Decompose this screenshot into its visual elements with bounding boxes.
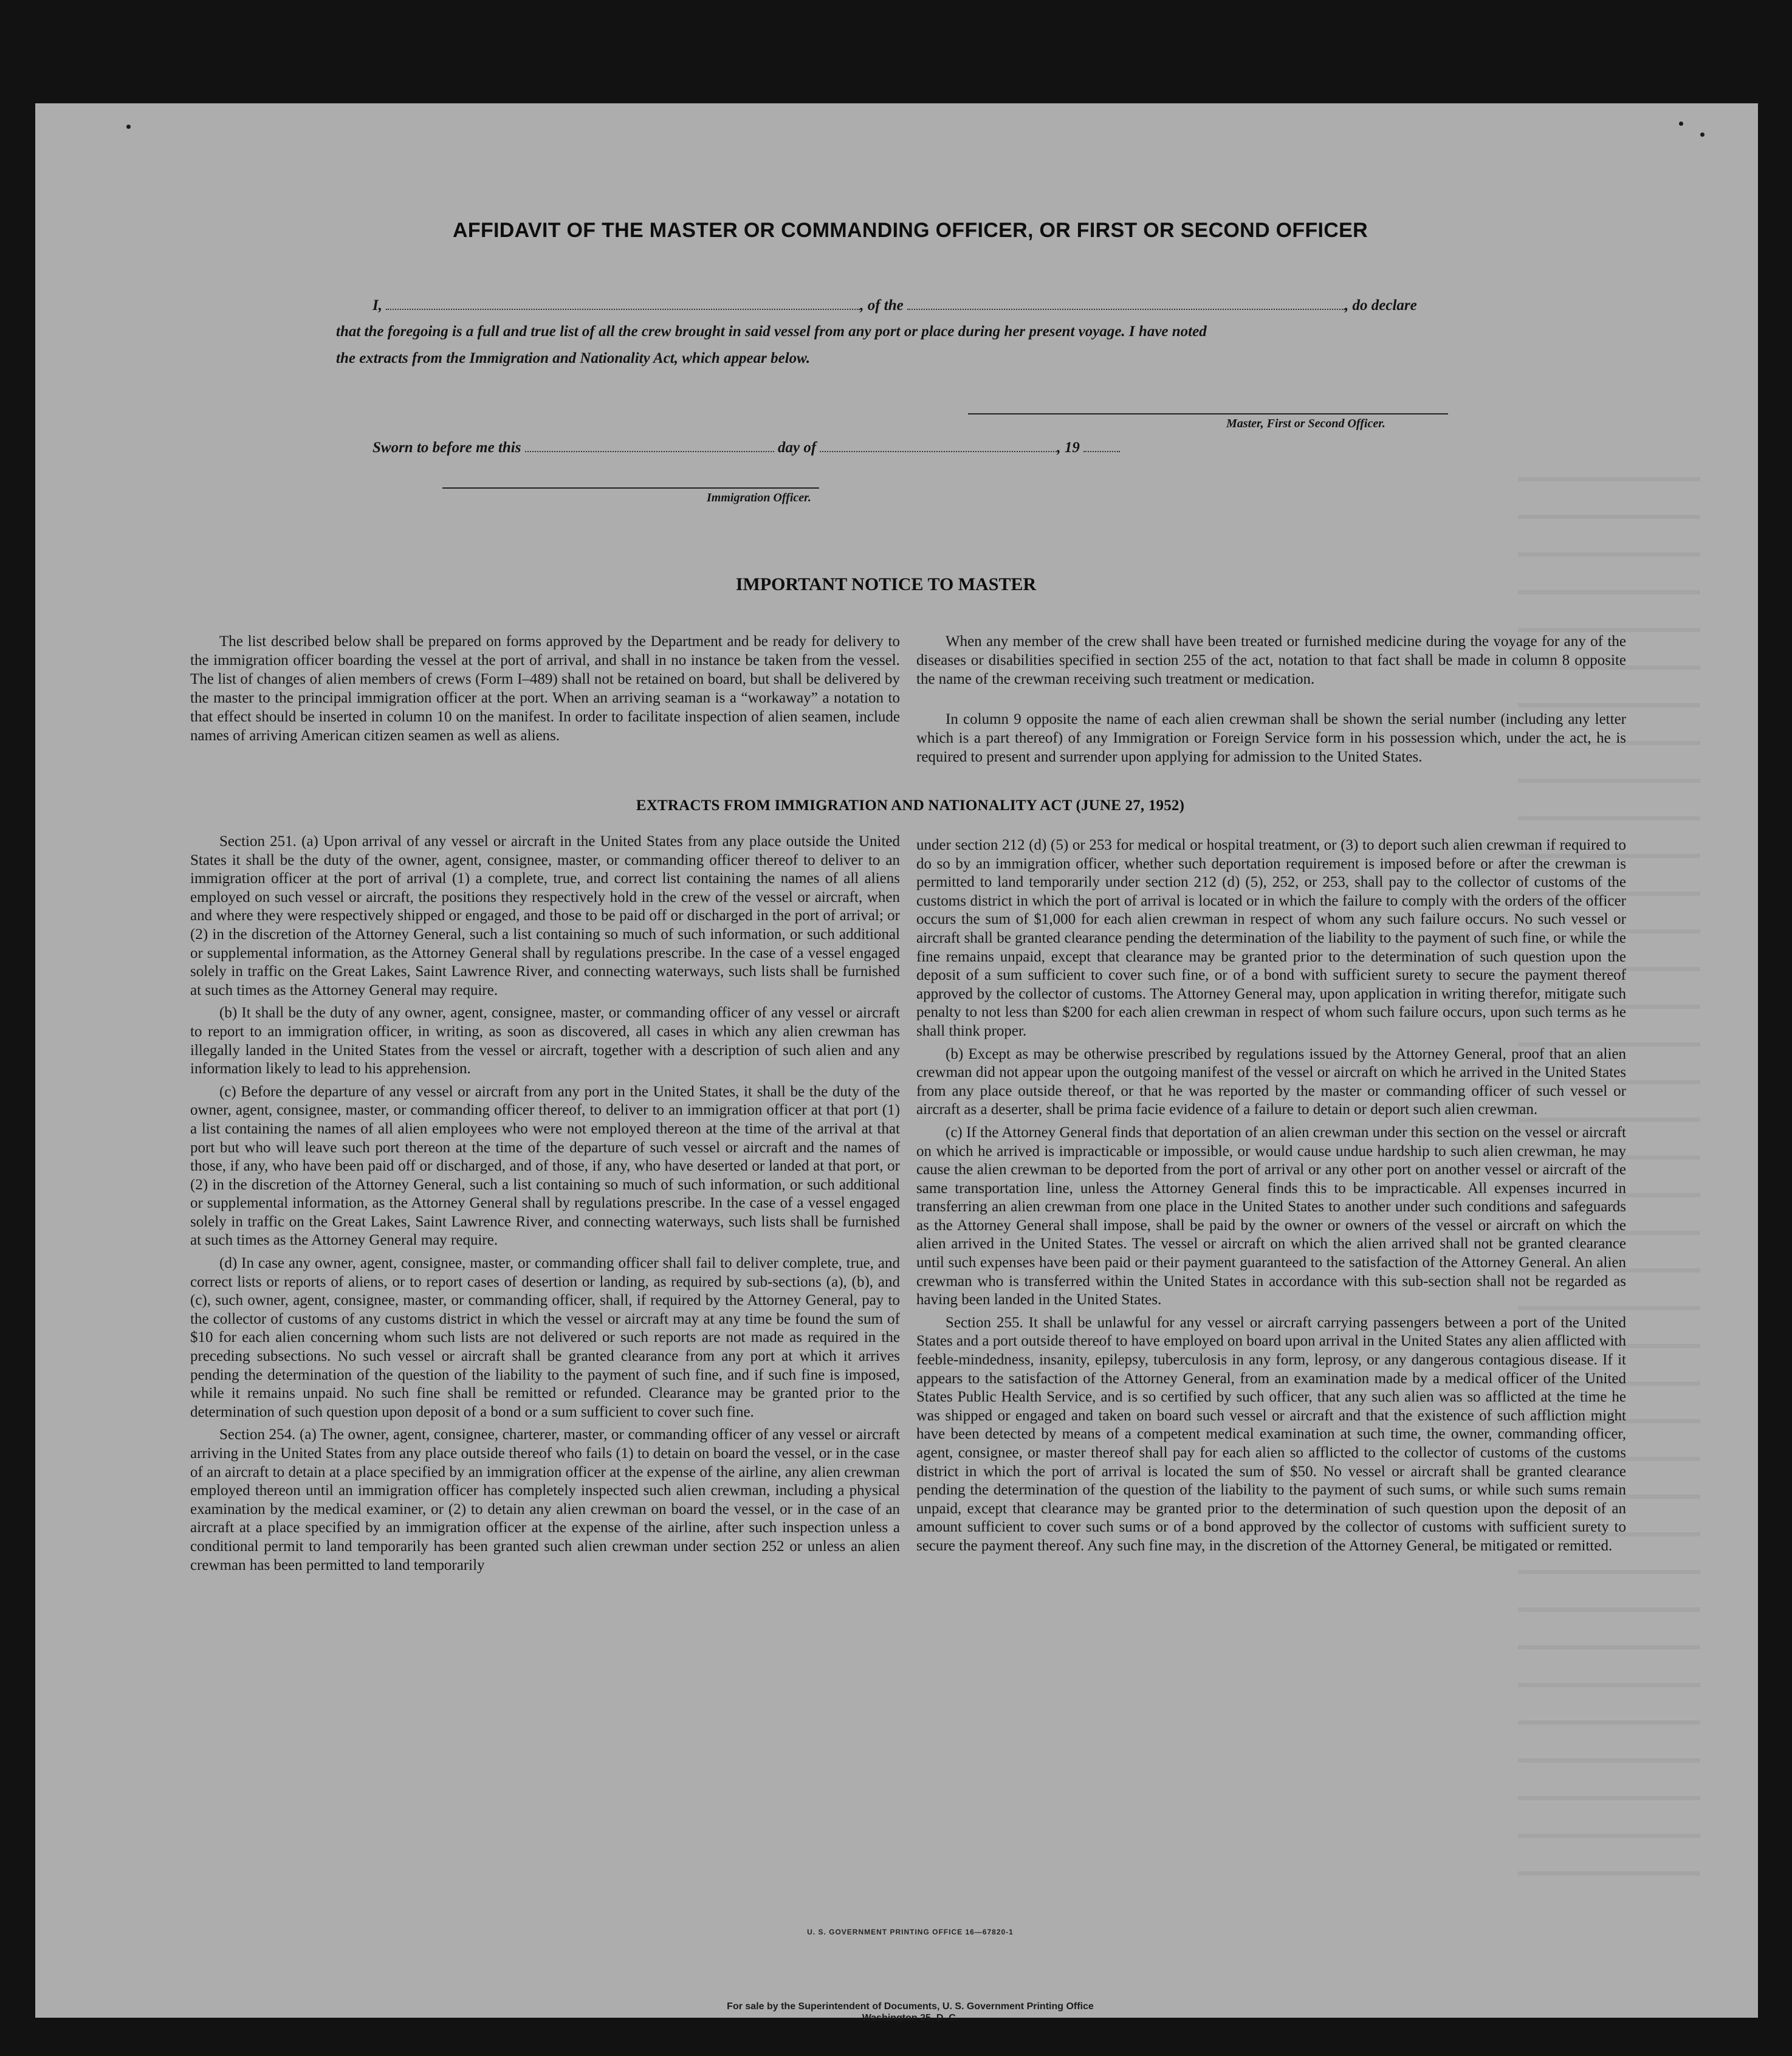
section-251-c: (c) Before the departure of any vessel or aircraft from any port in the United States, it shall be the duty of the owner, agent, consignee, master, or commanding officer thereof, to deliver to an immigration officer at that port (1) a list containing the names of all alien employees who were not employed thereon at the time of the arrival at that port but who will leave such port thereon at the time of the departure of such vessel or aircraft and the names of those, if any, who have been paid off or discharged, and of those, if any, who have deserted or landed at that port, or (2) in the discretion of the Attorney General, such a list containing so much of such information, or such additional or supplemental information, as the Attorney General shall by regulations prescribe. In the case of a vessel engaged solely in traffic on the Great Lakes, Saint Lawrence River, and connecting waterways, such lists shall be furnished at such times as the Attorney General may require. [190, 1083, 900, 1249]
printing-office-imprint: U. S. GOVERNMENT PRINTING OFFICE 16—67820-1 [807, 1928, 1014, 1936]
right-column [916, 836, 1626, 1560]
section-254-a-continued: under section 212 (d) (5) or 253 for medical or hospital treatment, or (3) to deport such alien crewman if required to do so by an immigration officer, whether such deportation requirement is imposed before or after the crewman is permitted to land temporarily under section 212 (d) (5), 252, or 253, shall pay to the collector of customs of the customs district in which the port of arrival is located or in which the failure to comply with the orders of the officer occurs the sum of $1,000 for each alien crewman in respect of whom any such failure occurs. No such vessel or aircraft shall be granted clearance pending the determination of the liability to the payment of such fine, or while the fine remains unpaid, except that clearance may be granted prior to the determination of such question upon the deposit of a sum sufficient to cover such fine, or of a bond with sufficient surety to secure the payment thereof approved by the collector of customs. The Attorney General may, upon application in writing therefor, mitigate such penalty to not less than $200 for each alien crewman in respect of whom such failure occurs, upon such terms as he shall think proper. [916, 837, 1626, 1039]
day-of-label: day of [777, 439, 817, 456]
master-signature-line[interactable] [968, 413, 1448, 414]
sworn-year-field[interactable] [1083, 439, 1120, 452]
section-251-b: (b) It shall be the duty of any owner, agent, consignee, master, or commanding officer of any vessel or aircraft to report to an immigration officer, in writing, as soon as discovered, all cases in which any alien crewman has illegally landed in the United States from the vessel or aircraft, together with a description of such alien and any information likely to lead to his apprehension. [190, 1005, 900, 1078]
section-251-d: (d) In case any owner, agent, consignee, master, or commanding officer shall fail to deliver complete, true, and correct lists or reports of aliens, or to report cases of desertion or landing, as required by sub-sections (a), (b), and (c), such owner, agent, consignee, master, or commanding officer, shall, if required by the Attorney General, pay to the collector of customs of any customs district in which the vessel or aircraft may at any time be found the sum of $10 for each alien concerning whom such lists are not delivered or such reports are not made as required in the preceding subsections. No such vessel or aircraft shall be granted clearance from any port at which it arrives pending the determination of the question of the liability to the payment of such fine, and if such fine is imposed, while it remains unpaid. No such fine shall be remitted or refunded. Clearance may be granted prior to the determination of such question upon deposit of a bond or a sum sufficient to cover such fine. [190, 1255, 900, 1420]
speck [1679, 122, 1683, 126]
document-page [35, 103, 1758, 2023]
extracts-title: EXTRACTS FROM IMMIGRATION AND NATIONALITY ACT (JUNE 27, 1952) [636, 797, 1185, 814]
declaration-line-2: that the foregoing is a full and true list of all the crew brought in said vessel from any port or place during her present voyage. I have noted [336, 323, 1207, 340]
sworn-line [372, 439, 1120, 456]
of-the-label: , of the [860, 297, 904, 314]
i-label: I, [372, 297, 382, 314]
sale-notice-line-2: Washington 25, D. C. [862, 2013, 959, 2023]
sale-notice-line-1: For sale by the Superintendent of Documents, U. S. Government Printing Office [727, 2001, 1094, 2012]
do-declare-label: , do declare [1345, 297, 1417, 314]
sale-notice [606, 2001, 1214, 2024]
notice-left-paragraph: The list described below shall be prepared on forms approved by the Department and be ready for delivery to the immigration officer boarding the vessel at the port of arrival, and shall in no instance be taken from the vessel. The list of changes of alien members of crews (Form I–489) shall not be retained on board, but shall be delivered by the master to the principal immigration officer at the port. When an arriving seaman is a “workaway” a notation to that effect should be inserted in column 10 on the manifest. In order to facilitate inspection of alien seamen, include names of arriving American citizen seamen as well as aliens. [190, 633, 900, 744]
declaration-line [372, 297, 1417, 314]
sworn-label: Sworn to before me this [372, 439, 521, 456]
master-signature-label: Master, First or Second Officer. [1226, 417, 1385, 430]
sworn-month-field[interactable] [820, 439, 1057, 452]
notice-right-paragraph-2: In column 9 opposite the name of each alien crewman shall be shown the serial number (including any letter which is a part thereof) of any Immigration or Foreign Service form in his possession which, under the act, he is required to present and surrender upon applying for admission to the United States. [916, 711, 1626, 765]
section-254-b: (b) Except as may be otherwise prescribed by regulations issued by the Attorney General, proof that an alien crewman did not appear upon the outgoing manifest of the vessel or aircraft on which he arrived in the United States from any place outside thereof, or that he was reported by the master or commanding officer of such vessel or aircraft as a deserter, shall be prima facie evidence of a failure to detain or deport such alien crewman. [916, 1045, 1626, 1118]
immigration-officer-signature-line[interactable] [442, 487, 819, 489]
speck [1700, 132, 1704, 137]
year-label: , 19 [1057, 439, 1080, 456]
declaration-line-3: the extracts from the Immigration and Nationality Act, which appear below. [336, 350, 811, 366]
name-field[interactable] [386, 297, 860, 310]
notice-right-paragraph-1: When any member of the crew shall have been treated or furnished medicine during the voyage for any of the diseases or disabilities specified in section 255 of the act, notation to that fact shall be made in column 8 opposite the name of the crewman receiving such treatment or medication. [916, 633, 1626, 687]
notice-title: IMPORTANT NOTICE TO MASTER [735, 574, 1037, 594]
section-251-a: Section 251. (a) Upon arrival of any vessel or aircraft in the United States from any place outside the United States it shall be the duty of the owner, agent, consignee, master, or commanding officer thereof to deliver to an immigration officer at the port of arrival (1) a complete, true, and correct list containing the names of all aliens employed on such vessel or aircraft, the positions they respectively hold in the crew of the vessel or aircraft, when and where they were respectively shipped or engaged, and those to be paid off or discharged in the port of arrival; or (2) in the discretion of the Attorney General, such a list containing so much of such information, or such additional or supplemental information, as the Attorney General shall by regulations prescribe. In the case of a vessel engaged solely in traffic on the Great Lakes, Saint Lawrence River, and connecting waterways, such lists shall be furnished at such times as the Attorney General may require. [190, 833, 900, 999]
left-column [190, 833, 900, 1579]
section-254-c: (c) If the Attorney General finds that deportation of an alien crewman under this section on the vessel or aircraft on which he arrived is impracticable or impossible, or would cause undue hardship to such alien crewman, he may cause the alien crewman to be deported from the port of arrival or any other port on another vessel or aircraft of the same transportation line, unless the Attorney General finds this to be impracticable. All expenses incurred in transferring an alien crewman from one place in the United States to another under such conditions and safeguards as the Attorney General shall impose, shall be paid by the owner or owners of the vessel or aircraft on which the alien arrived in the United States. The vessel or aircraft on which the alien arrived shall not be granted clearance until such expenses have been paid or their payment guaranteed to the satisfaction of the Attorney General. An alien crewman who is transferred within the United States in accordance with this sub-section shall not be regarded as having been landed in the United States. [916, 1124, 1626, 1308]
immigration-officer-label: Immigration Officer. [707, 491, 811, 504]
section-254-a: Section 254. (a) The owner, agent, consignee, charterer, master, or commanding officer of any vessel or aircraft arriving in the United States from any place outside thereof who fails (1) to detain on board the vessel, or in the case of an aircraft to detain at a place specified by an immigration officer at the expense of the airline, any alien crewman employed thereon until an immigration officer has completely inspected such alien crewman, including a physical examination by the medical examiner, or (2) to detain any alien crewman on board the vessel, or in the case of an aircraft at a place specified by an immigration officer at the expense of the airline, after such inspection unless a conditional permit to land temporarily has been granted such alien crewman under section 252 or unless an alien crewman has been permitted to land temporarily [190, 1426, 900, 1573]
speck [126, 125, 131, 129]
sworn-day-field[interactable] [525, 439, 774, 452]
section-255: Section 255. It shall be unlawful for any vessel or aircraft carrying passengers between a port of the United States and a port outside thereof to have employed on board upon arrival in the United States any alien afflicted with feeble-mindedness, insanity, epilepsy, tuberculosis in any form, leprosy, or any dangerous contagious disease. If it appears to the satisfaction of the Attorney General, from an examination made by a medical officer of the United States Public Health Service, and is so certified by such officer, that any such alien was so afflicted at the time he was shipped or engaged and taken on board such vessel or aircraft and that the existence of such affliction might have been detected by means of a competent medical examination at such time, the owner, commanding officer, agent, consignee, or master thereof shall pay for each alien so afflicted to the collector of customs of the customs district in which the port of arrival is located the sum of $50. No vessel or aircraft shall be granted clearance pending the determination of the question of the liability to the payment of such sums, or while such sums remain unpaid, except that clearance may be granted prior to the determination of such question upon the deposit of an amount sufficient to cover such sums or of a bond approved by the collector of customs with sufficient surety to secure the payment thereof. Any such fine may, in the discretion of the Attorney General, be mitigated or remitted. [916, 1314, 1626, 1554]
affidavit-title: AFFIDAVIT OF THE MASTER OR COMMANDING OFFICER, OR FIRST OR SECOND OFFICER [453, 219, 1368, 242]
vessel-field[interactable] [907, 297, 1345, 310]
